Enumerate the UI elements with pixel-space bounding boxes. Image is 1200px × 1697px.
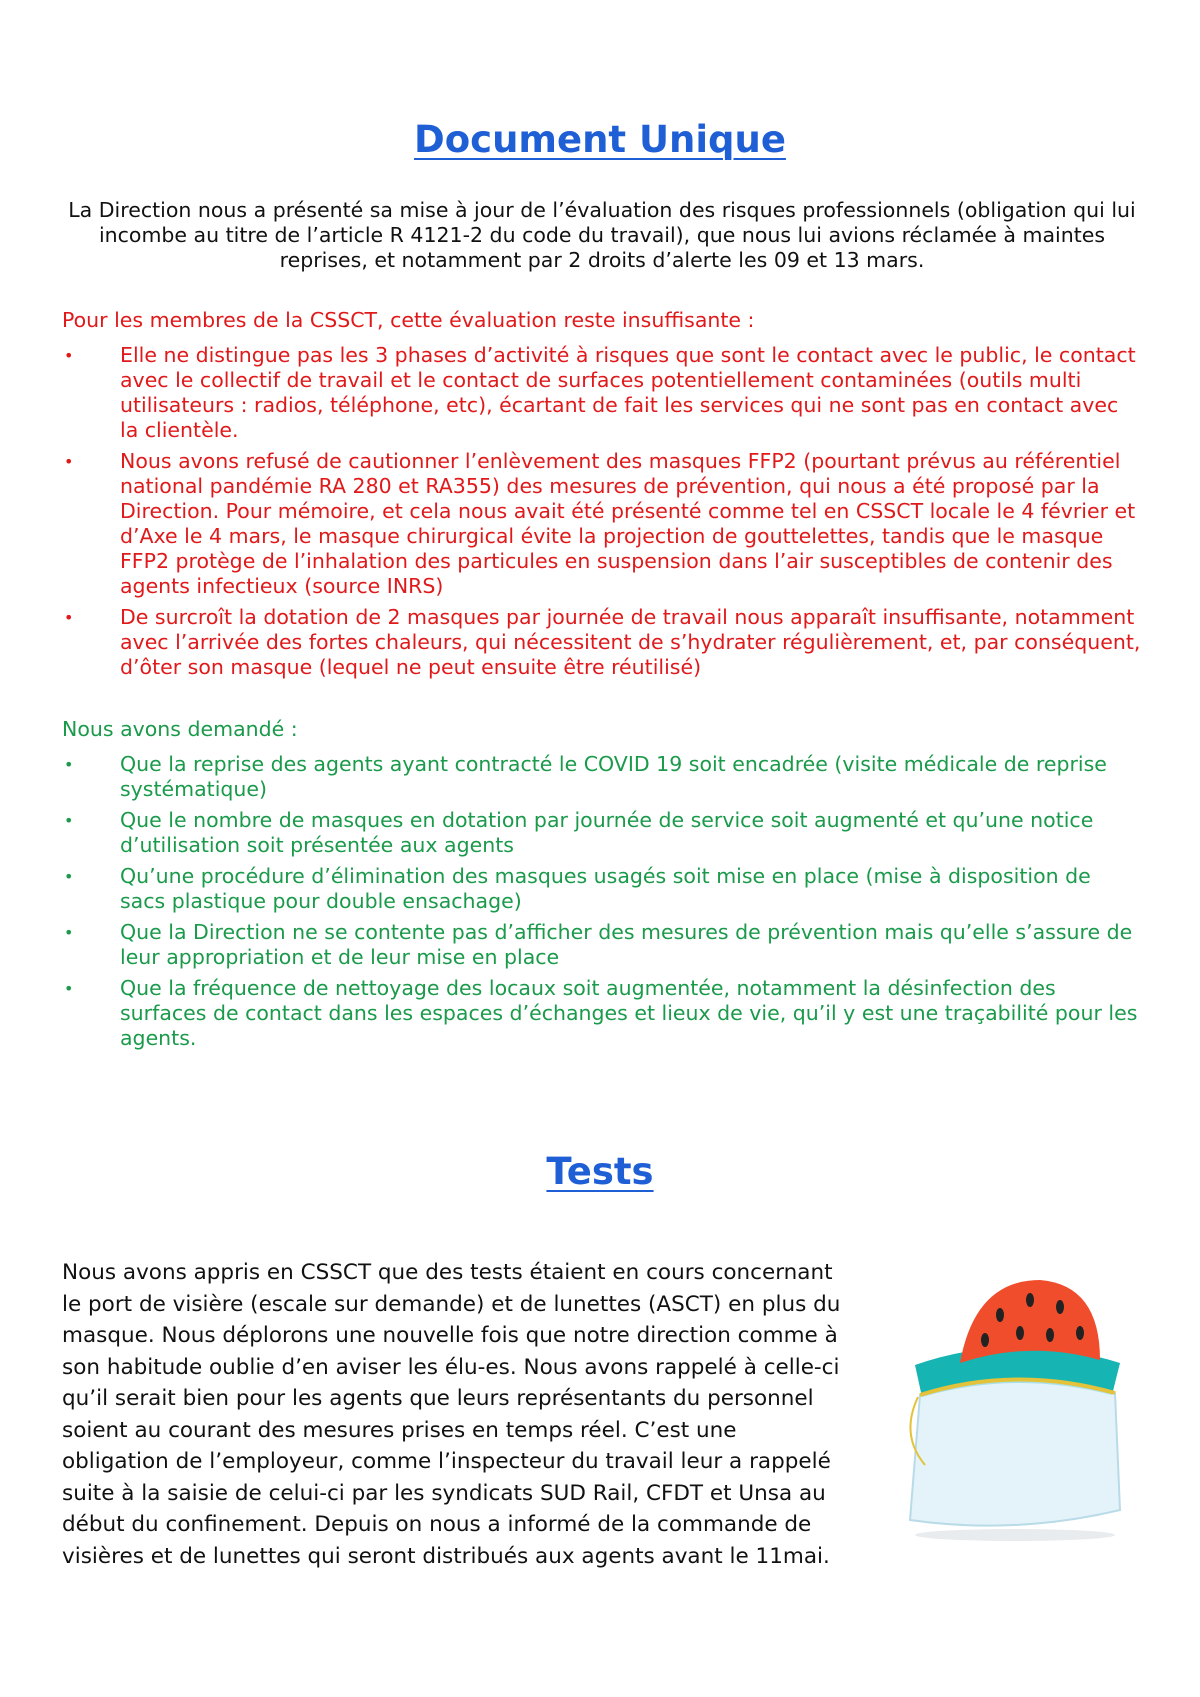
list-item <box>62 976 1142 1051</box>
tests-heading: Tests <box>546 1150 654 1193</box>
list-item <box>62 920 1142 970</box>
cssct-point-text: De surcroît la dotation de 2 masques par journée de travail nous apparaît insuffisante, notamment avec l’arrivée des fortes chaleurs, qui nécessitent de s’hydrater régulièrement, et, par conséquent, d’ôter son masque (lequel ne peut ensuite être réutilisé) <box>120 605 1141 679</box>
bullet-icon: • <box>64 923 74 942</box>
shadow-shape <box>915 1529 1115 1541</box>
cssct-point-text: Elle ne distingue pas les 3 phases d’activité à risques que sont le contact avec le public, le contact avec le collectif de travail et le contact de surfaces potentiellement contaminées (outils multi utilisateurs : radios, téléphone, etc), écartant de fait les services qui ne sont pas en contact avec la clientèle. <box>120 343 1136 442</box>
list-item <box>62 808 1142 858</box>
bullet-icon: • <box>64 811 74 830</box>
list-item <box>62 752 1142 802</box>
list-item <box>62 343 1142 443</box>
face-shield-icon <box>910 1379 1120 1525</box>
demand-text: Que la Direction ne se contente pas d’afficher des mesures de prévention mais qu’elle s’assure de leur appropriation et de leur mise en place <box>120 920 1133 969</box>
list-item <box>62 449 1142 599</box>
bullet-icon: • <box>64 867 74 886</box>
cssct-label: Pour les membres de la CSSCT, cette évaluation reste insuffisante : <box>62 308 755 332</box>
tests-paragraph: Nous avons appris en CSSCT que des tests étaient en cours concernant le port de visière (escale sur demande) et de lunettes (ASCT) en plus du masque. Nous déplorons une nouvelle fois que notre direction comme à son habitude oublie d’en aviser les élu-es. Nous avons rappelé à celle-ci qu’il serait bien pour les agents que leurs représentants du personnel soient au courant des mesures prises en temps réel. C’est une obligation de l’employeur, comme l’inspecteur du travail leur a rappelé suite à la saisie de celui-ci par les syndicats SUD Rail, CFDT et Unsa au début du confinement. Depuis on nous a informé de la commande de visières et de lunettes qui seront distribués aux agents avant le 11mai. <box>62 1260 841 1569</box>
bullet-icon: • <box>64 452 74 471</box>
demand-text: Que la fréquence de nettoyage des locaux soit augmentée, notamment la désinfection des surfaces de contact dans les espaces d’échanges et lieux de vie, qu’il y est une traçabilité pour les agents. <box>120 976 1138 1050</box>
demand-text: Qu’une procédure d’élimination des masques usagés soit mise en place (mise à disposition de sacs plastique pour double ensachage) <box>120 864 1091 913</box>
document-unique-heading: Document Unique <box>414 118 786 161</box>
cssct-point-text: Nous avons refusé de cautionner l’enlèvement des masques FFP2 (pourtant prévus au référentiel national pandémie RA 280 et RA355) des mesures de prévention, qui nous a été proposé par la Direction. Pour mémoire, et cela nous avait été présenté comme tel en CSSCT locale le 4 février et d’Axe le 4 mars, le masque chirurgical évite la projection de gouttelettes, tandis que le masque FFP2 protège de l’inhalation des particules en suspension dans l’air susceptibles de contenir des agents infectieux (source INRS) <box>120 449 1136 598</box>
bullet-icon: • <box>64 979 74 998</box>
demand-text: Que le nombre de masques en dotation par journée de service soit augmenté et qu’une notice d’utilisation soit présentée aux agents <box>120 808 1094 857</box>
hat-crown-icon <box>960 1280 1100 1363</box>
demand-text: Que la reprise des agents ayant contracté le COVID 19 soit encadrée (visite médicale de reprise systématique) <box>120 752 1107 801</box>
bullet-icon: • <box>64 755 74 774</box>
list-item <box>62 864 1142 914</box>
cssct-points-list <box>62 343 1142 686</box>
list-item <box>62 605 1142 680</box>
face-shield-hat-image <box>880 1245 1150 1545</box>
demands-list <box>62 752 1142 1057</box>
demands-label: Nous avons demandé : <box>62 717 298 741</box>
bullet-icon: • <box>64 608 74 627</box>
intro-paragraph: La Direction nous a présenté sa mise à jour de l’évaluation des risques professionnels (obligation qui lui incombe au titre de l’article R 4121-2 du code du travail), que nous lui avions réclamée à maintes reprises, et notamment par 2 droits d’alerte les 09 et 13 mars. <box>68 198 1136 272</box>
bullet-icon: • <box>64 346 74 365</box>
